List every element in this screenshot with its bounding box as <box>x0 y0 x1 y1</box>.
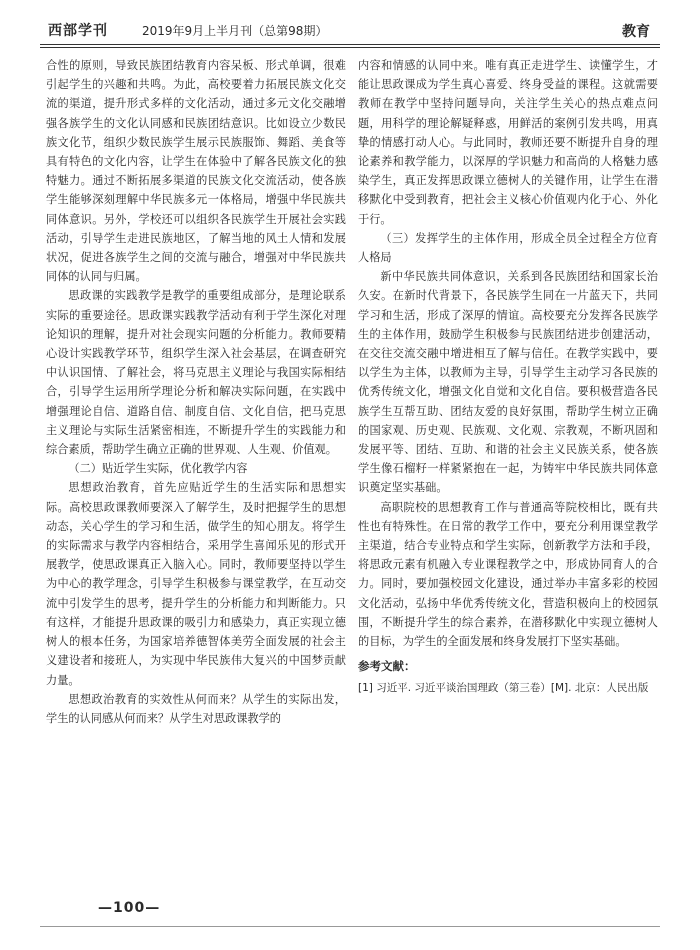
left-column <box>46 56 346 728</box>
section-heading: （二）贴近学生实际，优化教学内容 <box>68 462 248 476</box>
page-number: —100— <box>98 900 161 916</box>
section-heading: （三）发挥学生的主体作用，形成全员全过程全方位育人格局 <box>358 231 658 265</box>
paragraph: 思想政治教育，首先应贴近学生的生活实际和思想实际。高校思政课教师要深入了解学生，及时把握学生的思想动态，关心学生的学习和生活，做学生的知心朋友。将学生的实际需求与教学内容相结合，采用学生喜闻乐见的形式开展教学，使思政课真正入脑入心。同时，教师要坚持以学生为中心的教学理念，引导学生积极参与课堂教学，在互动交流中引发学生的思考，提升学生的分析能力和判断能力。只有这样，才能提升思政课的吸引力和感染力，真正实现立德树人的根本任务，为国家培养德智体美劳全面发展的社会主义建设者和接班人，为实现中华民族伟大复兴的中国梦贡献力量。 <box>46 481 346 687</box>
paragraph: 思政课的实践教学是教学的重要组成部分，是理论联系实际的重要途径。思政课实践教学活动有利于学生深化对理论知识的理解，提升对社会现实问题的分析能力。教师要精心设计实践教学环节，组织学生深入社会基层，在调查研究中认识国情、了解社会，将马克思主义理论与我国实际相结合，引导学生运用所学理论分析和解决实际问题，在实践中增强理论自信、道路自信、制度自信、文化自信，把马克思主义理论与实际生活紧密相连，不断提升学生的实践能力和综合素质，帮助学生确立正确的世界观、人生观、价值观。 <box>46 289 346 457</box>
paragraph: 新中华民族共同体意识，关系到各民族团结和国家长治久安。在新时代背景下，各民族学生同在一片蓝天下，共同学习和生活，形成了深厚的情谊。高校要充分发挥各民族学生的主体作用，鼓励学生积极参与民族团结进步创建活动，在交往交流交融中增进相互了解与信任。在教学实践中，要以学生为主体，以教师为主导，引导学生主动学习各民族的优秀传统文化，增强文化自觉和文化自信。要积极营造各民族学生互帮互助、团结友爱的良好氛围，帮助学生树立正确的国家观、历史观、民族观、文化观、宗教观，不断巩固和发展平等、团结、互助、和谐的社会主义民族关系，使各族学生像石榴籽一样紧紧抱在一起，为铸牢中华民族共同体意识奠定坚实基础。 <box>358 270 658 495</box>
header-rule-thin <box>40 47 660 48</box>
journal-name: 西部学刊 <box>48 23 108 39</box>
footer-rule <box>40 926 660 927</box>
issue-info: 2019年9月上半月刊（总第98期） <box>142 24 328 38</box>
page-header <box>40 14 660 44</box>
references-heading: 参考文献： <box>358 659 416 674</box>
header-rule <box>40 44 660 45</box>
paragraph: 内容和情感的认同中来。唯有真正走进学生、读懂学生，才能让思政课成为学生真心喜爱、终身受益的课程。这就需要教师在教学中坚持问题导向，关注学生关心的热点难点问题，用科学的理论解疑释惑，用鲜活的案例引发共鸣，用真挚的情感打动人心。与此同时，教师还要不断提升自身的理论素养和教学能力，以深厚的学识魅力和高尚的人格魅力感染学生，真正发挥思政课立德树人的关键作用，让学生在潜移默化中受到教育，把社会主义核心价值观内化于心、外化于行。 <box>358 59 658 226</box>
paragraph: 思想政治教育的实效性从何而来？从学生的实际出发，学生的认同感从何而来？从学生对思政课教学的 <box>46 692 346 725</box>
right-column <box>358 56 658 698</box>
paragraph: 高职院校的思想教育工作与普通高等院校相比，既有共性也有特殊性。在日常的教学工作中，要充分利用课堂教学主渠道，结合专业特点和学生实际，创新教学方法和手段，将思政元素有机融入专业课程教学之中，形成协同育人的合力。同时，要加强校园文化建设，通过举办丰富多彩的校园文化活动，弘扬中华优秀传统文化，营造积极向上的校园氛围，不断提升学生的综合素养，在潜移默化中实现立德树人的目标，为学生的全面发展和终身发展打下坚实基础。 <box>358 500 658 649</box>
paragraph: 合性的原则，导致民族团结教育内容呆板、形式单调，很难引起学生的兴趣和共鸣。为此，高校要着力拓展民族文化交流的渠道，提升形式多样的文化活动，通过多元文化交融增强各族学生的文化认同感和民族团结意识。比如设立少数民族文化节，组织少数民族学生展示民族服饰、舞蹈、美食等具有特色的文化内容，让学生在体验中了解各民族文化的独特魅力。通过不断拓展多渠道的民族文化交流活动，使各族学生能够深刻理解中华民族多元一体格局，增强中华民族共同体意识。另外，学校还可以组织各民族学生开展社会实践活动，引导学生走进民族地区，了解当地的风土人情和发展状况，促进各族学生之间的交流与融合，增强对中华民族共同体的认同与归属。 <box>46 59 346 284</box>
section-label: 教育 <box>622 24 650 40</box>
reference-item: [1] 习近平. 习近平谈治国理政（第三卷）[M]. 北京：人民出版 <box>358 681 649 694</box>
